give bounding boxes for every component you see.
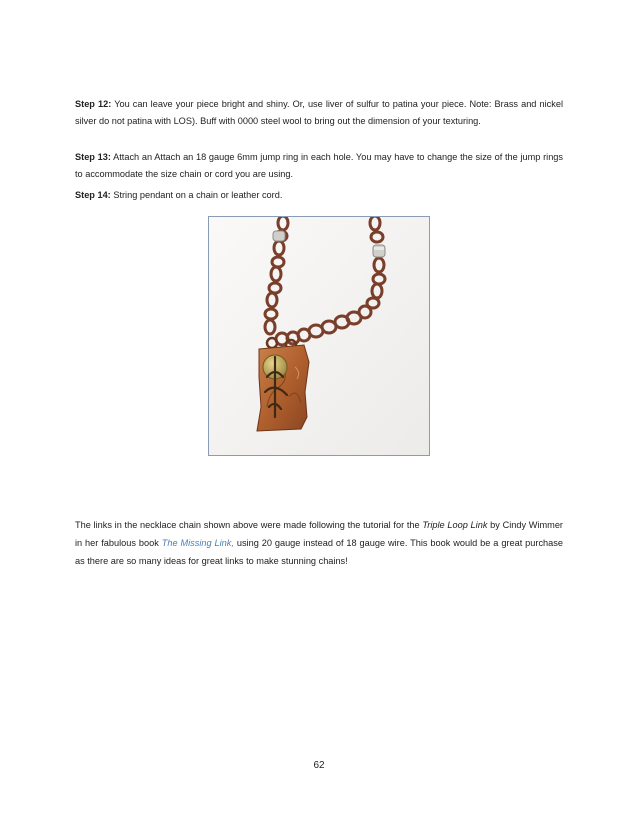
silver-bead-icon [373,245,385,257]
silver-bead-icon [273,231,285,241]
step-14-text: String pendant on a chain or leather cord. [113,190,283,200]
step-14-paragraph [75,187,563,204]
step-12-label: Step 12: [75,99,112,109]
step-13-paragraph [75,149,563,183]
step-13-label: Step 13: [75,152,111,162]
book-title-link[interactable]: The Missing Link, [161,538,234,548]
caption-text-3: using 20 gauge instead of 18 gauge wire. This book would be a great purchase as there are so many ideas for great links to make stunning chains! [75,538,563,566]
triple-loop-link-title: Triple Loop Link [422,520,488,530]
caption-text-1: The links in the necklace chain shown above were made following the tutorial for the [75,520,423,530]
page-number: 62 [313,760,325,771]
step-12-paragraph [75,96,563,130]
copper-pendant [257,345,309,431]
pendant-necklace-photo [208,216,430,456]
necklace-chain-caption [75,516,563,570]
step-14-label: Step 14: [75,190,111,200]
caption-text-2: by Cindy Wimmer in her fabulous book [75,520,563,548]
step-13-text: Attach an Attach an 18 gauge 6mm jump ring in each hole. You may have to change the size of the jump rings to accommodate the size chain or cord you are using. [75,152,564,179]
step-12-text: You can leave your piece bright and shiny. Or, use liver of sulfur to patina your piece. Note: Brass and nickel silver do not patina with LOS). Buff with 0000 steel wool to bring out the dimension of your texturing. [75,99,563,126]
pendant-necklace-illustration [209,217,429,455]
